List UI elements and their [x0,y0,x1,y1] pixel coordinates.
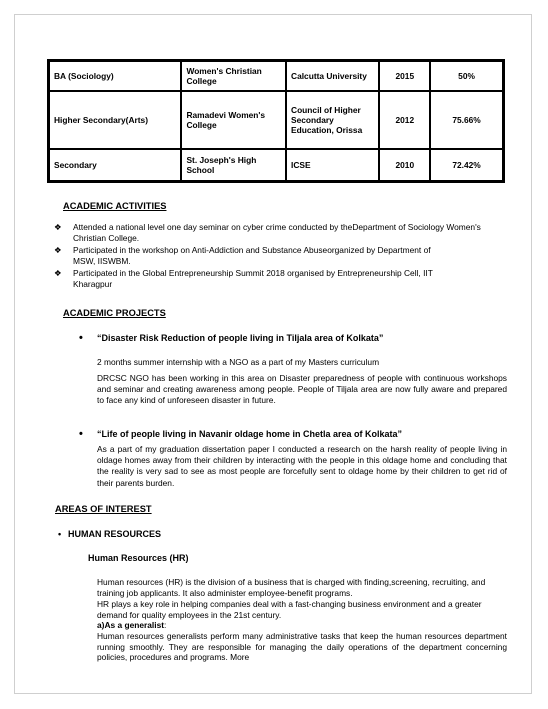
table-row [49,61,503,91]
generalist-label [97,620,397,631]
generalist-colon: : [164,620,167,630]
table-cell-percent: 72.42% [430,149,503,181]
project-line: 2 months summer internship with a NGO as a part of my Masters curriculum [97,357,380,367]
table-cell-percent: 75.66% [430,91,503,149]
interest-paragraph: HR plays a key role in helping companies deal with a fast-changing business environment and a greater demand for quality employees in the 21st century. [97,599,482,620]
project-title: “Life of people living in Navanir oldage home in Chetla area of Kolkata” [97,429,403,439]
areas-of-interest-heading: AREAS OF INTEREST [55,504,152,514]
activity-item: Participated in the Global Entrepreneurship Summit 2018 organised by Entrepreneurship Cell, IIT Kharagpur [73,268,433,290]
diamond-bullet-icon: ❖ [54,245,62,255]
bullet-dot-icon: • [79,428,83,440]
education-table [47,59,505,183]
project-body: As a part of my graduation dissertation paper I conducted a research on the harsh reality of people living in oldage homes away from their children by interacting with the people in this oldage home and concluding that the reality is very sad to see as most people are forcefully sent to oldage home by their children to get rid of their parents burden. [97,444,507,488]
table-cell-year: 2010 [379,149,430,181]
academic-activities-heading: ACADEMIC ACTIVITIES [63,201,167,211]
project-body: DRCSC NGO has been working in this area on Disaster preparedness of people with continuous workshops and seminar and creating awareness among people. People of Tiljala area are now fully aware and prepared to face any kind of unforeseen disaster in future. [97,373,507,406]
diamond-bullet-icon: ❖ [54,268,62,278]
table-cell-percent: 50% [430,61,503,91]
interest-paragraph: Human resources (HR) is the division of a business that is charged with finding,screening, recruiting, and training job applicants. It also administer employee-benefit programs. [97,577,486,598]
table-cell-institution: Women's Christian College [181,61,286,91]
academic-projects-heading: ACADEMIC PROJECTS [63,308,166,318]
table-cell-year: 2012 [379,91,430,149]
interest-paragraph: Human resources generalists perform many administrative tasks that keep the human resources department running smoothly. They are responsible for managing the daily operations of the department concerning policies, procedures and programs. More [97,631,507,663]
project-title: “Disaster Risk Reduction of people living in Tiljala area of Kolkata” [97,333,384,343]
table-cell-course: Secondary [49,149,181,181]
diamond-bullet-icon: ❖ [54,222,62,232]
activity-item: Participated in the workshop on Anti-Addiction and Substance Abuseorganized by Department of MSW, IISWBM. [73,245,431,267]
bullet-dot-icon: • [58,529,62,539]
table-row [49,149,503,181]
table-cell-institution: Ramadevi Women's College [181,91,286,149]
table-cell-institution: St. Joseph's High School [181,149,286,181]
table-row [49,91,503,149]
interest-subheading: Human Resources (HR) [88,553,189,563]
generalist-label-text: a)As a generalist [97,620,165,630]
table-cell-course: Higher Secondary(Arts) [49,91,181,149]
table-cell-course: BA (Sociology) [49,61,181,91]
table-cell-board: ICSE [286,149,379,181]
interest-item: HUMAN RESOURCES [68,529,162,539]
table-cell-year: 2015 [379,61,430,91]
bullet-dot-icon: • [79,332,83,344]
table-cell-board: Council of Higher Secondary Education, Orissa [286,91,379,149]
table-cell-board: Calcutta University [286,61,379,91]
activity-item: Attended a national level one day seminar on cyber crime conducted by theDepartment of Sociology Women's Christian College. [73,222,481,244]
